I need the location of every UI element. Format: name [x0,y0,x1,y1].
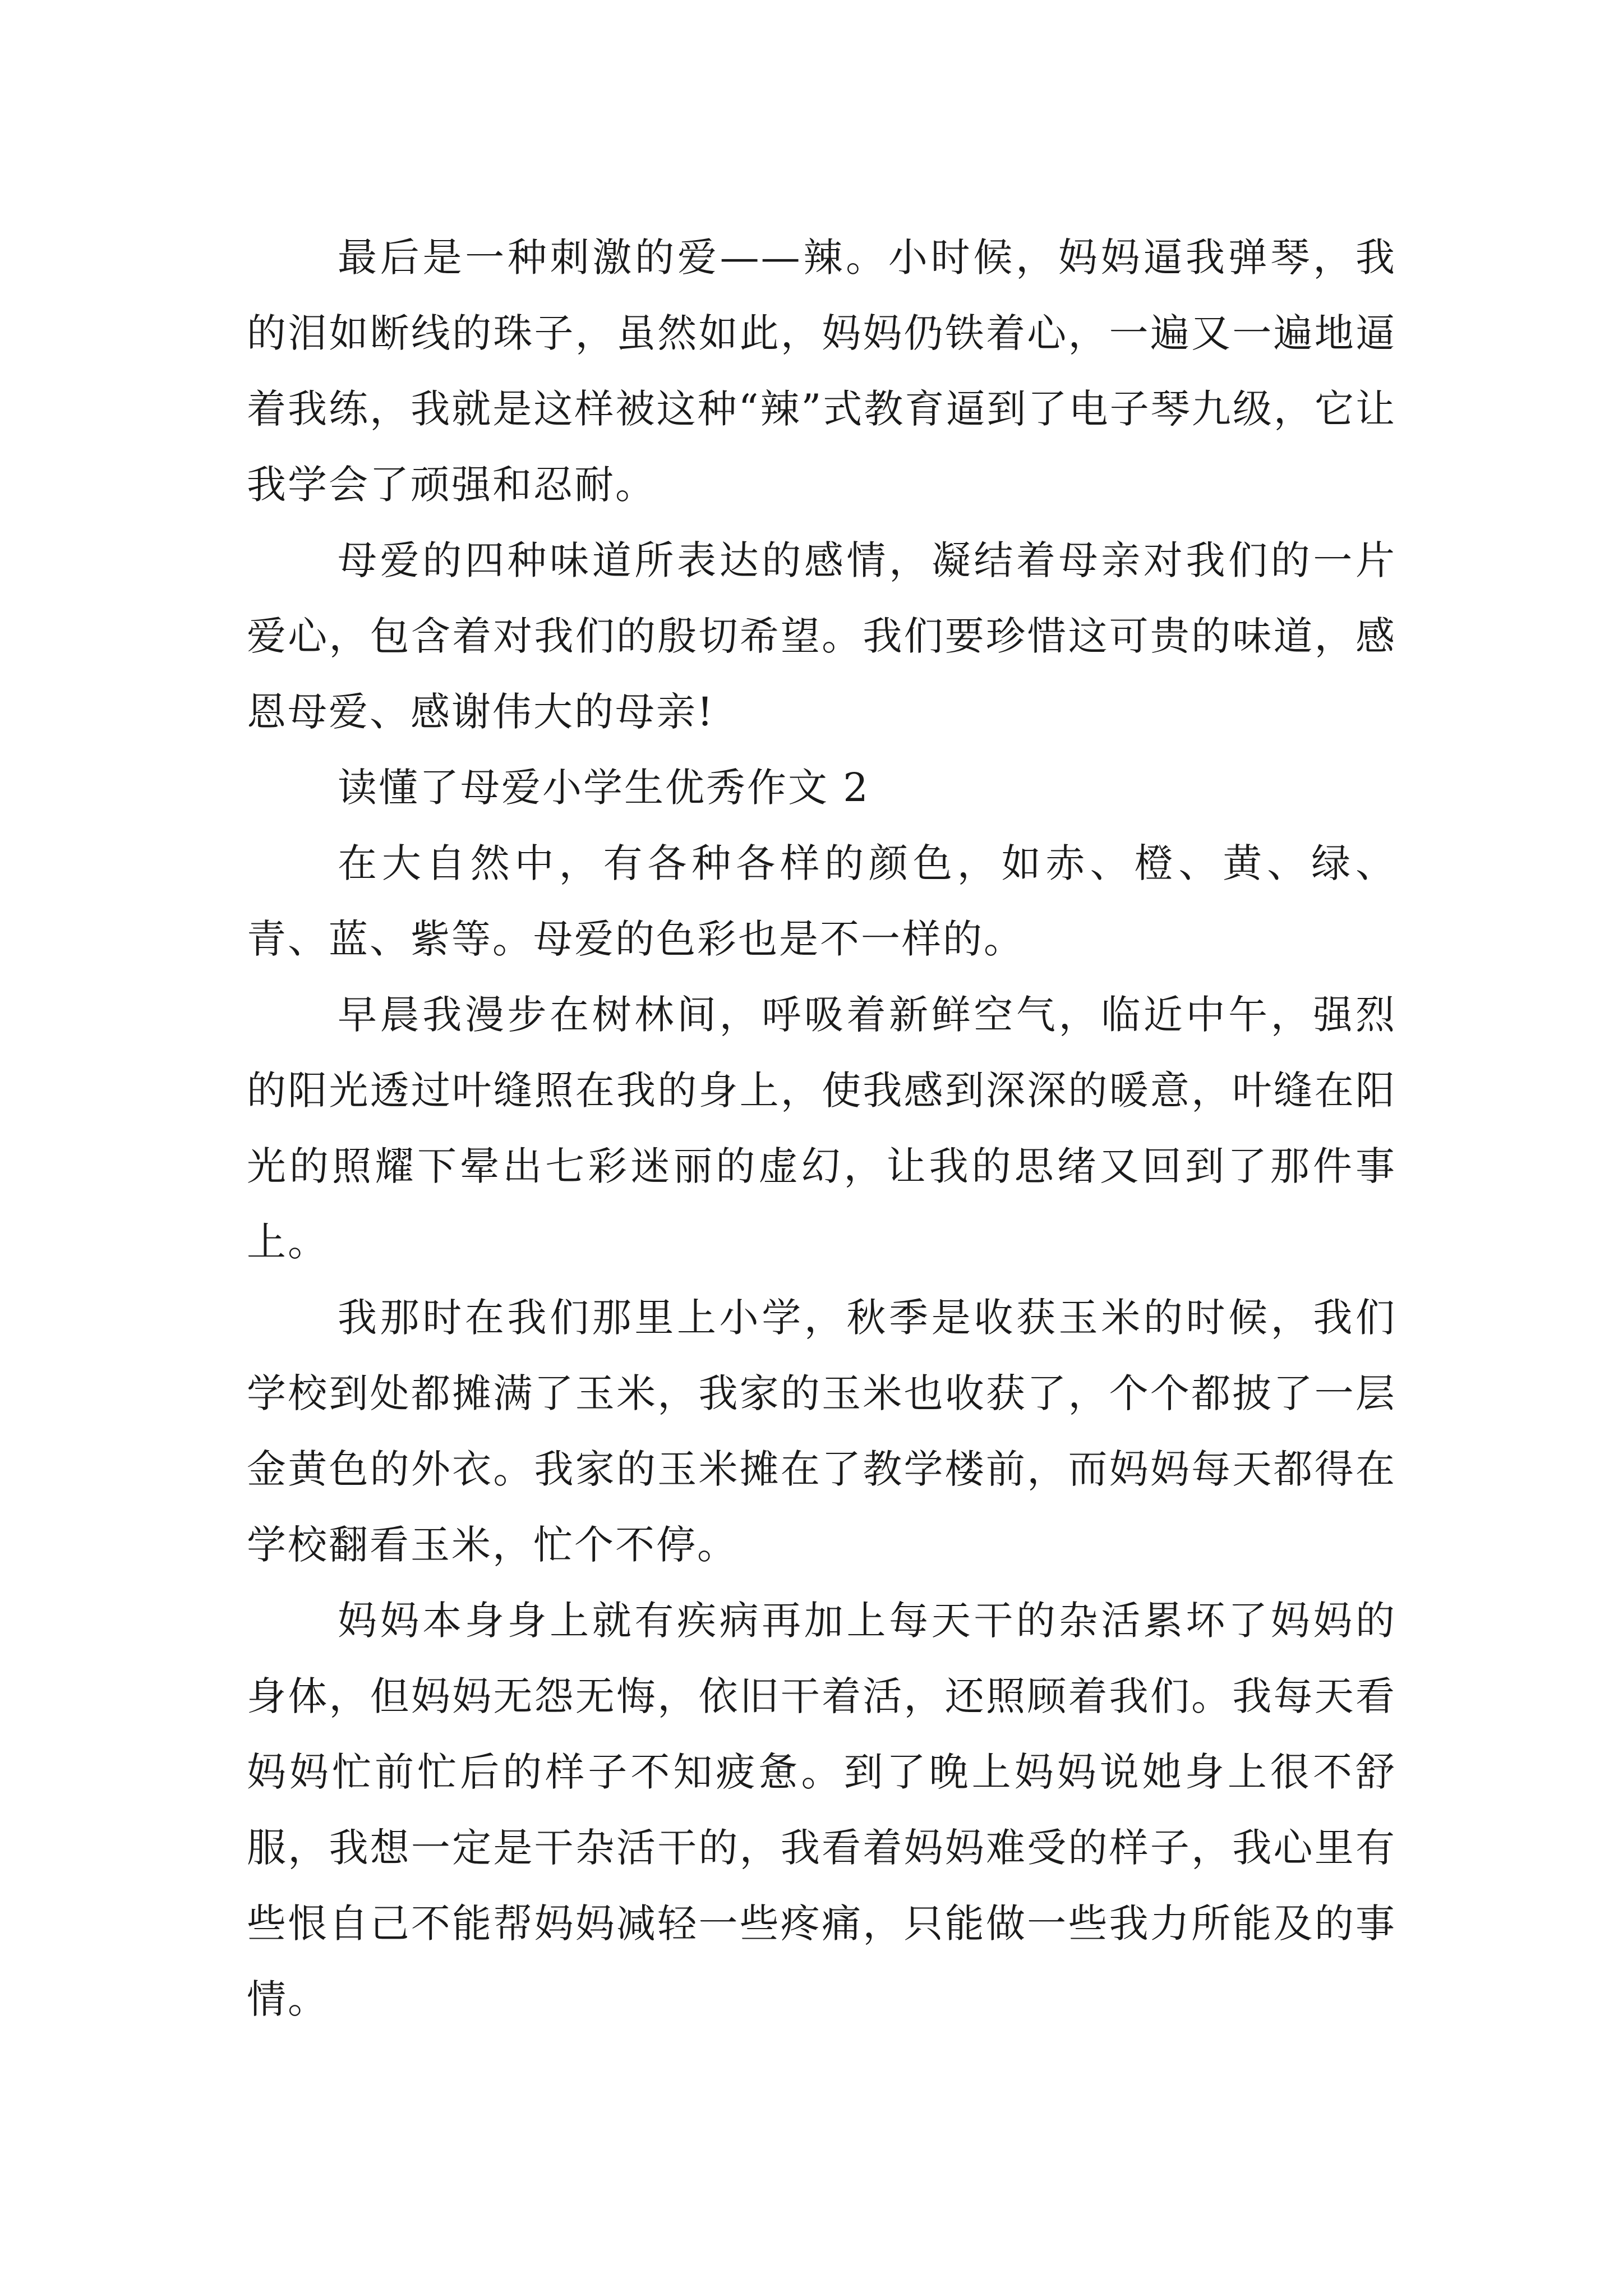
paragraph-four-flavors-conclusion: 母爱的四种味道所表达的感情，凝结着母亲对我们的一片爱心，包含着对我们的殷切希望。我们要珍惜这可贵的味道，感恩母爱、感谢伟大的母亲! [247,537,1396,735]
paragraph-corn-harvest: 我那时在我们那里上小学，秋季是收获玉米的时候，我们学校到处都摊满了玉米，我家的玉米也收获了，个个都披了一层金黄色的外衣。我家的玉米摊在了教学楼前，而妈妈每天都得在学校翻看玉米，忙个不停。 [247,1295,1396,1568]
essay-body [247,220,1396,2037]
essay-title-2: 读懂了母爱小学生优秀作文 2 [338,765,870,811]
paragraph-morning-walk: 早晨我漫步在树林间，呼吸着新鲜空气，临近中午，强烈的阳光透过叶缝照在我的身上，使我感到深深的暖意，叶缝在阳光的照耀下晕出七彩迷丽的虚幻，让我的思绪又回到了那件事上。 [247,992,1396,1265]
paragraph-mother-illness: 妈妈本身身上就有疾病再加上每天干的杂活累坏了妈妈的身体，但妈妈无怨无悔，依旧干着活，还照顾着我们。我每天看妈妈忙前忙后的样子不知疲惫。到了晚上妈妈说她身上很不舒服，我想一定是干杂活干的，我看着妈妈难受的样子，我心里有些恨自己不能帮妈妈减轻一些疼痛，只能做一些我力所能及的事情。 [247,1598,1396,2022]
paragraph-spicy-love: 最后是一种刺激的爱——辣。小时候，妈妈逼我弹琴，我的泪如断线的珠子，虽然如此，妈妈仍铁着心，一遍又一遍地逼着我练，我就是这样被这种“辣”式教育逼到了电子琴九级，它让我学会了顽强和忍耐。 [247,234,1396,508]
paragraph-colors-of-nature: 在大自然中，有各种各样的颜色，如赤、橙、黄、绿、青、蓝、紫等。母爱的色彩也是不一样的。 [247,840,1396,962]
